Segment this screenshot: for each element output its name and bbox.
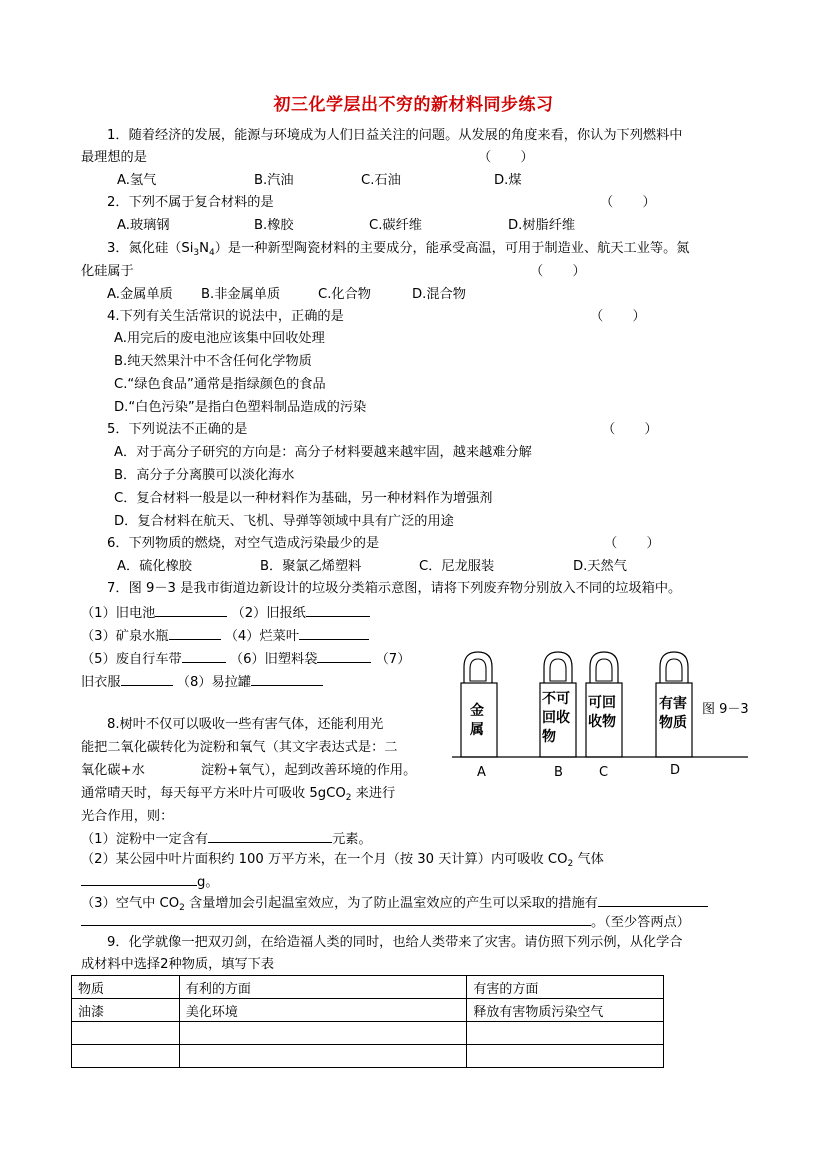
bin-d-letter: D (670, 763, 681, 778)
q8-sub2: （2）某公园中叶片面积约 100 万平方米，在一个月（按 30 天计算）内可吸收 $CO_2$ 气体 (81, 852, 604, 869)
q2-answer-paren[interactable]: （ ） (600, 195, 656, 210)
table-cell: 美化环境 (179, 999, 466, 1022)
table-cell: 油漆 (72, 999, 180, 1022)
q3-option-b: B.非金属单质 (201, 287, 281, 302)
q5-option-a: A．对于高分子研究的方向是：高分子材料要越来越牢固，越来越难分解 (114, 445, 532, 460)
q1-option-b: B.汽油 (254, 173, 294, 188)
figure-caption: 图 9－3 (702, 702, 749, 717)
table-header-substance: 物质 (72, 976, 180, 999)
q7-item-4: （4）烂菜叶 (224, 629, 300, 644)
q1-line1: 1．随着经济的发展，能源与环境成为人们日益关注的问题。从发展的角度来看，你认为下列燃料中 (107, 128, 683, 143)
q8-sub2-answer: g。 (81, 872, 219, 892)
table-row (72, 999, 664, 1022)
q7-item-7: （7） (375, 652, 411, 667)
q3-line1: 3．氮化硅$(Si_3N_4)$是一种新型陶瓷材料的主要成分，能承受高温，可用于制造业、航天工业等。氮 (107, 241, 690, 258)
q2-option-a: A.玻璃钢 (117, 218, 170, 233)
q4-option-a: A.用完后的废电池应该集中回收处理 (114, 331, 325, 346)
table-row (72, 1022, 664, 1045)
bin-c-label: 可回收物 (588, 695, 616, 730)
bin-d-label: 有害物质 (659, 696, 687, 731)
q7-items-row1 (81, 603, 370, 623)
q6-option-a: A．硫化橡胶 (117, 559, 192, 574)
q3-answer-paren[interactable]: （ ） (530, 264, 586, 279)
bin-c-letter: C (599, 765, 609, 780)
bin-b-label: 不可回收物 (542, 691, 570, 745)
q6-stem: 6．下列物质的燃烧，对空气造成污染最少的是 (107, 536, 380, 551)
q7-blank-8[interactable] (251, 672, 323, 686)
q7-blank-1[interactable] (155, 603, 227, 617)
q7-blank-3[interactable] (169, 626, 221, 640)
q4-answer-paren[interactable]: （ ） (590, 309, 646, 324)
q7-blank-5[interactable] (182, 649, 226, 663)
q8-sub1: （1）淀粉中一定含有 元素。 (81, 829, 372, 849)
q7-stem: 7．图 9－3 是我市街道边新设计的垃圾分类箱示意图，请将下列废弃物分别放入不同的垃圾箱中。 (107, 581, 682, 596)
q4-stem: 4.下列有关生活常识的说法中，正确的是 (107, 309, 344, 324)
table-cell-input[interactable] (467, 1045, 664, 1068)
q7-items-row2 (81, 626, 369, 646)
table-cell-input[interactable] (179, 1045, 466, 1068)
q6-option-d: D.天然气 (573, 559, 627, 574)
q9-line2: 成材料中选择2种物质，填写下表 (81, 957, 275, 972)
q7-items-row4 (81, 672, 323, 692)
q8-line2: 能把二氧化碳转化为淀粉和氧气（其文字表达式是：二 (81, 740, 398, 755)
q5-option-b: B．高分子分离膜可以淡化海水 (114, 468, 295, 483)
q3-line2: 化硅属于 (81, 264, 134, 279)
q5-option-c: C．复合材料一般是以一种材料作为基础，另一种材料作为增强剂 (114, 491, 493, 506)
table-cell-input[interactable] (72, 1022, 180, 1045)
table-header-benefit: 有利的方面 (179, 976, 466, 999)
table-cell-input[interactable] (179, 1022, 466, 1045)
q7-item-1: （1）旧电池 (81, 606, 156, 621)
q4-option-b: B.纯天然果汁中不含任何化学物质 (114, 354, 312, 369)
q7-blank-2[interactable] (306, 603, 370, 617)
q4-option-d: D.“白色污染”是指白色塑料制品造成的污染 (114, 400, 367, 415)
bin-a-label: 金属 (470, 703, 484, 738)
q8-blank-2[interactable] (81, 872, 197, 886)
q5-option-d: D．复合材料在航天、飞机、导弹等领域中具有广泛的用途 (114, 514, 454, 529)
q5-stem: 5．下列说法不正确的是 (107, 422, 248, 437)
q2-option-b: B.橡胶 (254, 218, 294, 233)
table-cell: 释放有害物质污染空气 (467, 999, 664, 1022)
table-header-row (72, 976, 664, 999)
q2-option-c: C.碳纤维 (369, 218, 422, 233)
table-cell-input[interactable] (467, 1022, 664, 1045)
q8-line5: 光合作用，则： (81, 809, 174, 824)
q2-option-d: D.树脂纤维 (508, 218, 576, 233)
q9-line1: 9．化学就像一把双刃剑，在给造福人类的同时，也给人类带来了灾害。请仿照下列示例，从化学合 (107, 935, 683, 950)
q7-item-7-text: 旧衣服 (81, 675, 121, 690)
q8-line4: 通常晴天时，每天每平方米叶片可吸收 5gCO$_2$ 来进行 (81, 786, 396, 803)
q8-sub3: （3）空气中 $CO_2$ 含量增加会引起温室效应，为了防止温室效应的产生可以采取的措施有 (81, 893, 708, 917)
q3-option-c: C.化合物 (318, 287, 371, 302)
q8-blank-3[interactable] (598, 893, 708, 907)
q1-option-c: C.石油 (361, 173, 401, 188)
q6-option-c: C．尼龙服装 (419, 559, 495, 574)
q8-line1: 8.树叶不仅可以吸收一些有害气体，还能利用光 (107, 717, 384, 732)
q8-blank-4[interactable] (81, 912, 591, 926)
bin-a-letter: A (477, 765, 486, 780)
q1-line2: 最理想的是 (81, 150, 147, 165)
q7-blank-7[interactable] (121, 672, 173, 686)
q8-blank-1[interactable] (208, 829, 332, 843)
q3-option-a: A.金属单质 (107, 287, 173, 302)
q7-items-row3 (81, 649, 410, 669)
q9-table (71, 975, 664, 1068)
q2-stem: 2．下列不属于复合材料的是 (107, 195, 274, 210)
q1-answer-paren[interactable]: （ ） (478, 150, 534, 165)
q7-item-5: （5）废自行车带 (81, 652, 182, 667)
table-header-harm: 有害的方面 (467, 976, 664, 999)
q4-option-c: C.“绿色食品”通常是指绿颜色的食品 (114, 377, 326, 392)
q7-item-3: （3）矿泉水瓶 (81, 629, 169, 644)
q8-sub3-answer: 。（至少答两点） (81, 912, 690, 932)
table-row (72, 1045, 664, 1068)
table-cell-input[interactable] (72, 1045, 180, 1068)
q1-option-a: A.氢气 (117, 173, 157, 188)
q3-option-d: D.混合物 (412, 287, 466, 302)
q7-item-8: （8）易拉罐 (176, 675, 252, 690)
q6-answer-paren[interactable]: （ ） (604, 536, 660, 551)
q7-blank-6[interactable] (317, 649, 371, 663)
q1-option-d: D.煤 (494, 173, 522, 188)
bin-b-letter: B (554, 765, 563, 780)
q6-option-b: B．聚氯乙烯塑料 (260, 559, 362, 574)
page-title: 初三化学层出不穷的新材料同步练习 (273, 95, 554, 115)
q7-item-2: （2）旧报纸 (231, 606, 306, 621)
q7-blank-4[interactable] (299, 626, 369, 640)
q8-line3: 氧化碳+水 淀粉+氧气），起到改善环境的作用。 (81, 763, 417, 778)
q7-item-6: （6）旧塑料袋 (229, 652, 318, 667)
q5-answer-paren[interactable]: （ ） (602, 422, 658, 437)
